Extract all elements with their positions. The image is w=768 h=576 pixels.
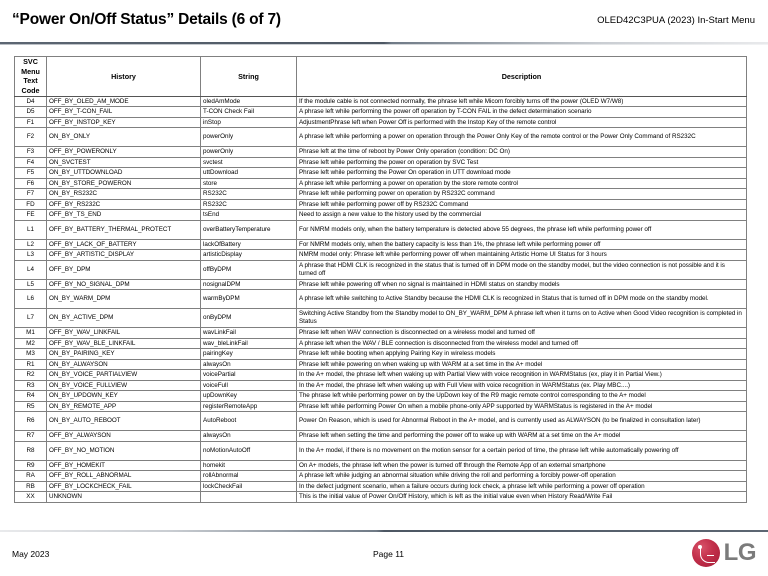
cell-string: homekit [201,460,297,471]
cell-description: This is the initial value of Power On/Off History, which is left as the initial value even when History Read/Write Fail [297,492,747,503]
table-row [15,260,747,279]
cell-string: AutoReboot [201,412,297,431]
cell-history: OFF_BY_ROLL_ABNORMAL [47,471,201,482]
cell-history: OFF_BY_T-CON_FAIL [47,107,201,118]
cell-string: nosignalDPM [201,279,297,290]
column-header-text-code-line2: Text Code [21,76,40,96]
cell-history: OFF_BY_DPM [47,260,201,279]
table-row [15,147,747,158]
cell-text-code: F3 [15,147,47,158]
cell-string: upDownKey [201,391,297,402]
cell-description: Phrase left when setting the time and performing the power off to wake up with WARM at a set time on the A+ model [297,431,747,442]
header-divider-shadow [0,44,768,45]
table-row [15,441,747,460]
cell-history: ON_BY_WARM_DPM [47,290,201,309]
cell-description: Phrase left at the time of reboot by Power Only operation (condition: DC On) [297,147,747,158]
cell-text-code: R4 [15,391,47,402]
lg-logo-text: LG [723,539,756,566]
cell-description: For NMRM models only, when the battery temperature is detected above 55 degrees, the phrase left while performing power off [297,220,747,239]
cell-text-code: L3 [15,250,47,261]
lg-logo [692,538,756,568]
cell-description: Phrase left while powering on when waking up with WARM at a set time in the A+ model [297,359,747,370]
column-header-history: History [47,57,201,97]
cell-description: AdjustmentPhrase left when Power Off is performed with the Instop Key of the remote control [297,117,747,128]
table-row [15,107,747,118]
cell-text-code: F5 [15,168,47,179]
cell-description: Need to assign a new value to the history used by the commercial [297,210,747,221]
cell-string: warmByDPM [201,290,297,309]
table-row [15,96,747,107]
cell-history: ON_BY_PAIRING_KEY [47,349,201,360]
cell-description: For NMRM models only, when the battery capacity is less than 1%, the phrase left while performing power off [297,239,747,250]
cell-history: OFF_BY_INSTOP_KEY [47,117,201,128]
cell-string: pairingKey [201,349,297,360]
table-row [15,492,747,503]
cell-description: A phrase left while performing the power off operation by T-CON FAIL in the defect determination scenario [297,107,747,118]
cell-description: If the module cable is not connected normally, the phrase left while Micom forcibly turns off the power (OLED W7/W8) [297,96,747,107]
cell-string: wavLinkFail [201,328,297,339]
cell-text-code: F2 [15,128,47,147]
cell-text-code: L4 [15,260,47,279]
table-header-row [15,57,747,97]
cell-string: alwaysOn [201,431,297,442]
table-row [15,220,747,239]
table-row [15,481,747,492]
cell-history: OFF_BY_HOMEKIT [47,460,201,471]
cell-history: OFF_BY_NO_SIGNAL_DPM [47,279,201,290]
cell-description: Phrase left while performing the power on operation by SVC Test [297,157,747,168]
cell-text-code: F7 [15,189,47,200]
cell-description: Phrase left while booting when applying Pairing Key in wireless models [297,349,747,360]
table-row [15,471,747,482]
cell-history: ON_BY_REMOTE_APP [47,401,201,412]
cell-history: OFF_BY_WAV_LINKFAIL [47,328,201,339]
table-body [15,96,747,502]
table-row [15,189,747,200]
cell-text-code: FD [15,199,47,210]
details-table-container [14,56,746,503]
cell-history: OFF_BY_ALWAYSON [47,431,201,442]
cell-string: RS232C [201,189,297,200]
cell-description: Phrase left when WAV connection is disconnected on a wireless model and turned off [297,328,747,339]
cell-description: On A+ models, the phrase left when the power is turned off through the Remote App of an external smartphone [297,460,747,471]
cell-history: ON_BY_VOICE_PARTIALVIEW [47,370,201,381]
cell-description: NMRM model only: Phrase left while performing power off when maintaining Artistic Home UI Status for 3 hours [297,250,747,261]
footer-page-number: Page 11 [373,549,405,559]
cell-description: A phrase left while performing a power on operation by the store remote control [297,178,747,189]
cell-text-code: L6 [15,290,47,309]
cell-description: The phrase left while performing power on by the UpDown key of the R9 magic remote control corresponding to the A+ model [297,391,747,402]
lg-logo-icon [692,539,720,567]
cell-history: OFF_BY_NO_MOTION [47,441,201,460]
model-label: OLED42C3PUA (2023) In-Start Menu [597,15,755,26]
cell-string: alwaysOn [201,359,297,370]
column-header-text-code-line1: SVC Menu [21,57,40,76]
cell-history: OFF_BY_BATTERY_THERMAL_PROTECT [47,220,201,239]
table-row [15,460,747,471]
cell-string: rollAbnormal [201,471,297,482]
column-header-text-code [15,57,47,97]
cell-description: A phrase left while switching to Active Standby because the HDMI CLK is recognized in Status that is turned off in DPM mode on the standby model. [297,290,747,309]
cell-text-code: XX [15,492,47,503]
table-row [15,370,747,381]
cell-text-code: M2 [15,338,47,349]
table-row [15,168,747,179]
cell-string: wav_bleLinkFail [201,338,297,349]
cell-text-code: L1 [15,220,47,239]
cell-text-code: F1 [15,117,47,128]
cell-history: OFF_BY_TS_END [47,210,201,221]
cell-history: ON_BY_UTTDOWNLOAD [47,168,201,179]
cell-text-code: FE [15,210,47,221]
table-row [15,128,747,147]
cell-text-code: R5 [15,401,47,412]
cell-text-code: M3 [15,349,47,360]
cell-string: voicePartial [201,370,297,381]
cell-text-code: RA [15,471,47,482]
table-row [15,401,747,412]
cell-string: noMotionAutoOff [201,441,297,460]
cell-string: store [201,178,297,189]
cell-string: lackOfBattery [201,239,297,250]
cell-text-code: D5 [15,107,47,118]
cell-text-code: R3 [15,380,47,391]
table-row [15,210,747,221]
cell-history: ON_BY_UPDOWN_KEY [47,391,201,402]
cell-string: registerRemoteApp [201,401,297,412]
cell-description: Phrase left while performing power off by RS232C Command [297,199,747,210]
cell-text-code: RB [15,481,47,492]
cell-description: A phrase left when the WAV / BLE connection is disconnected from the wireless model and turned off [297,338,747,349]
cell-description: Phrase left while performing the Power On operation in UTT download mode [297,168,747,179]
cell-string: voiceFull [201,380,297,391]
cell-description: In the defect judgment scenario, when a failure occurs during lock check, a phrase left while performing a power off operation [297,481,747,492]
cell-description: A phrase that HDMI CLK is recognized in the status that is turned off in DPM mode on the standby model, but the video connection is not possible and it is turned off [297,260,747,279]
cell-history: ON_BY_ACTIVE_DPM [47,309,201,328]
cell-string: lockCheckFail [201,481,297,492]
table-row [15,199,747,210]
cell-description: Switching Active Standby from the Standby model to ON_BY_WARM_DPM A phrase left when it turns on to Active when Good Video recognition is completed in Status [297,309,747,328]
footer-date: May 2023 [12,549,50,559]
cell-history: OFF_BY_LOCKCHECK_FAIL [47,481,201,492]
table-row [15,328,747,339]
table-row [15,157,747,168]
table-row [15,412,747,431]
cell-history: UNKNOWN [47,492,201,503]
cell-history: ON_BY_STORE_POWERON [47,178,201,189]
cell-history: OFF_BY_ARTISTIC_DISPLAY [47,250,201,261]
cell-description: In the A+ model, if there is no movement on the motion sensor for a certain period of time, the phrase left while automatically powering off [297,441,747,460]
table-row [15,431,747,442]
table-row [15,391,747,402]
table-row [15,239,747,250]
table-row [15,178,747,189]
cell-history: OFF_BY_POWERONLY [47,147,201,158]
cell-description: A phrase left while judging an abnormal situation while driving the roll and performing a forcibly power-off operation [297,471,747,482]
table-header [15,57,747,97]
column-header-string: String [201,57,297,97]
table-row [15,380,747,391]
cell-text-code: R2 [15,370,47,381]
cell-text-code: L7 [15,309,47,328]
cell-text-code: R9 [15,460,47,471]
cell-string: offByDPM [201,260,297,279]
cell-string: onByDPM [201,309,297,328]
cell-description: In the A+ model, the phrase left when waking up with Partial View with voice recognition in WARMStatus (ex, play it in Partial View.) [297,370,747,381]
cell-history: ON_BY_VOICE_FULLVIEW [47,380,201,391]
cell-string: svctest [201,157,297,168]
cell-description: In the A+ model, the phrase left when waking up with Full View with voice recognition in WARMStatus (ex. Play MBC....) [297,380,747,391]
cell-string: artisticDisplay [201,250,297,261]
table-row [15,349,747,360]
table-row [15,117,747,128]
cell-string: RS232C [201,199,297,210]
table-row [15,290,747,309]
page-title: “Power On/Off Status” Details (6 of 7) [12,11,281,28]
cell-history: OFF_BY_LACK_OF_BATTERY [47,239,201,250]
cell-text-code: F6 [15,178,47,189]
table-row [15,309,747,328]
cell-history: OFF_BY_WAV_BLE_LINKFAIL [47,338,201,349]
cell-text-code: D4 [15,96,47,107]
cell-text-code: R1 [15,359,47,370]
cell-text-code: L5 [15,279,47,290]
cell-history: OFF_BY_OLED_AM_MODE [47,96,201,107]
cell-history: OFF_BY_RS232C [47,199,201,210]
cell-description: Phrase left while performing Power On when a mobile phone-only APP supported by WARMStatus is registered in the A+ model [297,401,747,412]
column-header-description: Description [297,57,747,97]
cell-string: powerOnly [201,147,297,158]
cell-string: powerOnly [201,128,297,147]
cell-history: ON_BY_ALWAYSON [47,359,201,370]
cell-string: oledAmMode [201,96,297,107]
cell-text-code: R8 [15,441,47,460]
cell-text-code: L2 [15,239,47,250]
cell-history: ON_SVCTEST [47,157,201,168]
cell-string: inStop [201,117,297,128]
footer-divider [0,530,768,532]
slide-header [0,0,768,46]
power-status-table [14,56,747,503]
cell-history: ON_BY_AUTO_REBOOT [47,412,201,431]
cell-string: T-CON Check Fail [201,107,297,118]
cell-text-code: R6 [15,412,47,431]
cell-string: tsEnd [201,210,297,221]
cell-string: overBatteryTemperature [201,220,297,239]
cell-history: ON_BY_RS232C [47,189,201,200]
cell-text-code: F4 [15,157,47,168]
cell-string: uttDownload [201,168,297,179]
cell-description: A phrase left while performing a power on operation through the Power Only Key of the remote control or the Power Only Command of RS232C [297,128,747,147]
cell-text-code: M1 [15,328,47,339]
cell-history: ON_BY_ONLY [47,128,201,147]
cell-description: Phrase left while powering off when no signal is maintained in HDMI status on standby models [297,279,747,290]
cell-text-code: R7 [15,431,47,442]
cell-description: Power On Reason, which is used for Abnormal Reboot in the A+ model, and is currently used as ALWAYSON (to be finalized in consultation later) [297,412,747,431]
cell-description: Phrase left while performing power on operation by RS232C command [297,189,747,200]
lg-logo-mouth-shape [707,555,714,557]
table-row [15,338,747,349]
table-row [15,250,747,261]
cell-string [201,492,297,503]
table-row [15,359,747,370]
table-row [15,279,747,290]
